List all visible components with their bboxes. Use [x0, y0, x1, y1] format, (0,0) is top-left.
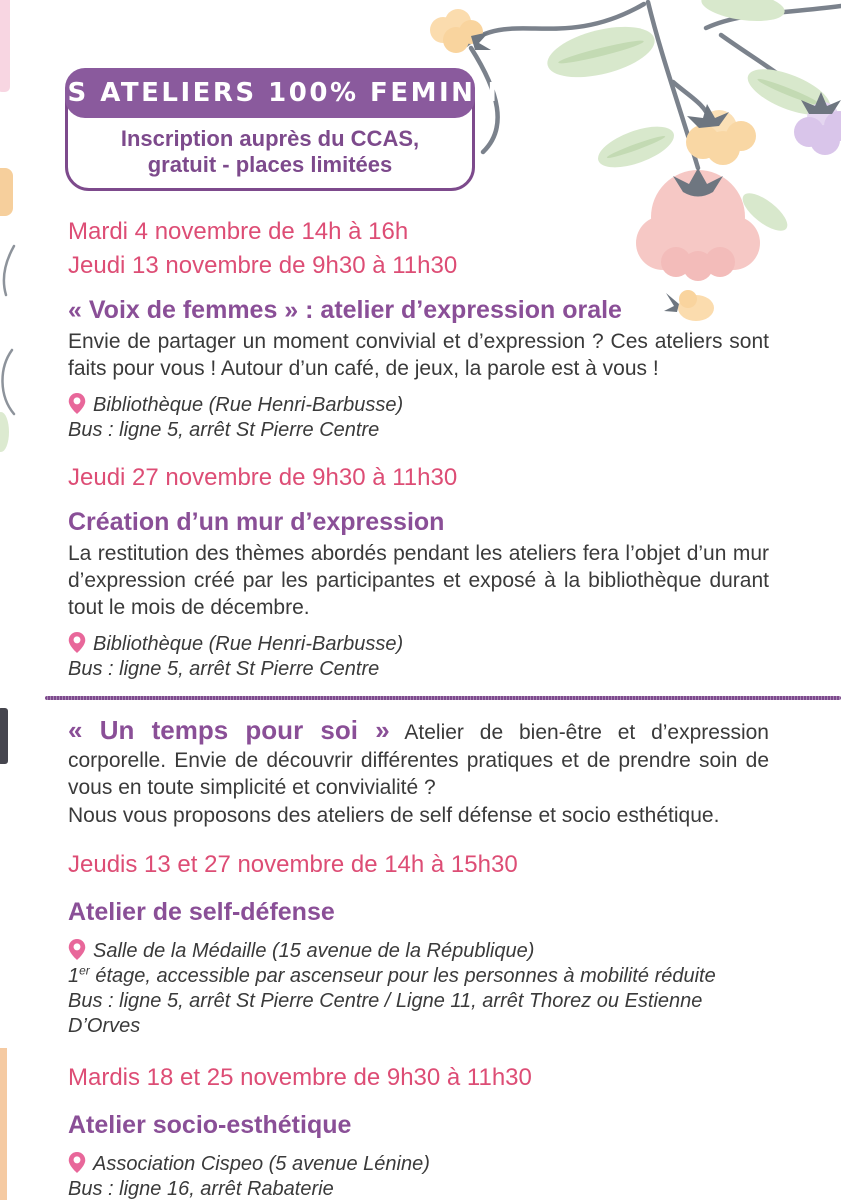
workshop-title: « Voix de femmes » : atelier d’expression orale	[68, 296, 622, 324]
location-pin-icon	[68, 392, 86, 415]
location-block	[68, 1151, 769, 1200]
event-date-line: Mardis 18 et 25 novembre de 9h30 à 11h30	[68, 1064, 532, 1091]
section-intro-text: Atelier de bien-être et d’expression corporelle. Envie de découvrir différentes pratiques et de prendre soin de vous en toute simplicité et convivialité ?	[68, 721, 769, 799]
event-date-line: Jeudi 13 novembre de 9h30 à 11h30	[68, 252, 458, 279]
location-pin-icon	[68, 938, 86, 961]
event-date-line: Jeudi 27 novembre de 9h30 à 11h30	[68, 464, 458, 491]
event-dates	[68, 215, 769, 283]
location-block	[68, 392, 769, 443]
workshop-description: Envie de partager un moment convivial et d’expression ? Ces ateliers sont faits pour vous ! Autour d’un café, de jeux, la parole est à vous !	[68, 330, 769, 380]
badge-title-bar	[28, 68, 512, 118]
event-dates	[68, 461, 769, 495]
location-pin-icon	[68, 631, 86, 654]
location-pin-icon	[68, 1151, 86, 1174]
location-text: Salle de la Médaille (15 avenue de la République)	[93, 940, 535, 962]
section-title: « Un temps pour soi »	[68, 715, 390, 745]
location-text: Association Cispeo (5 avenue Lénine)	[93, 1153, 430, 1175]
workshop-title: Atelier socio-esthétique	[68, 1111, 352, 1139]
transit-text: Bus : ligne 5, arrêt St Pierre Centre / Ligne 11, arrêt Thorez ou Estienne D’Orves	[68, 990, 703, 1037]
header-badge	[28, 68, 512, 191]
section-intro-line2: Nous vous proposons des ateliers de self défense et socio esthétique.	[68, 803, 720, 827]
badge-subtitle-line2: gratuit - places limitées	[147, 152, 393, 177]
badge-subtitle	[68, 118, 472, 188]
access-text: 1er étage, accessible par ascenseur pour les personnes à mobilité réduite	[68, 963, 716, 987]
event-date-line: Mardi 4 novembre de 14h à 16h	[68, 218, 409, 245]
badge-subtitle-line1: Inscription auprès du CCAS,	[120, 126, 420, 151]
transit-text: Bus : ligne 5, arrêt St Pierre Centre	[68, 658, 380, 680]
workshop-title: Création d’un mur d’expression	[68, 508, 445, 536]
event-dates	[68, 848, 769, 882]
location-text: Bibliothèque (Rue Henri-Barbusse)	[93, 394, 404, 416]
workshop-title: Atelier de self-défense	[68, 898, 335, 926]
workshop-description: La restitution des thèmes abordés pendant les ateliers fera l’objet d’un mur d’expression créé par les participantes et exposé à la bibliothèque durant tout le mois de décembre.	[68, 542, 769, 619]
section-intro	[68, 717, 769, 802]
location-text: Bibliothèque (Rue Henri-Barbusse)	[93, 633, 404, 655]
badge-title: LES ATELIERS 100% FEMININ	[28, 78, 512, 108]
location-block	[68, 631, 769, 682]
section-divider	[45, 696, 841, 700]
event-date-line: Jeudis 13 et 27 novembre de 14h à 15h30	[68, 851, 518, 878]
transit-text: Bus : ligne 16, arrêt Rabaterie	[68, 1178, 334, 1200]
transit-text: Bus : ligne 5, arrêt St Pierre Centre	[68, 419, 380, 441]
event-dates	[68, 1061, 769, 1095]
location-block	[68, 938, 769, 1039]
